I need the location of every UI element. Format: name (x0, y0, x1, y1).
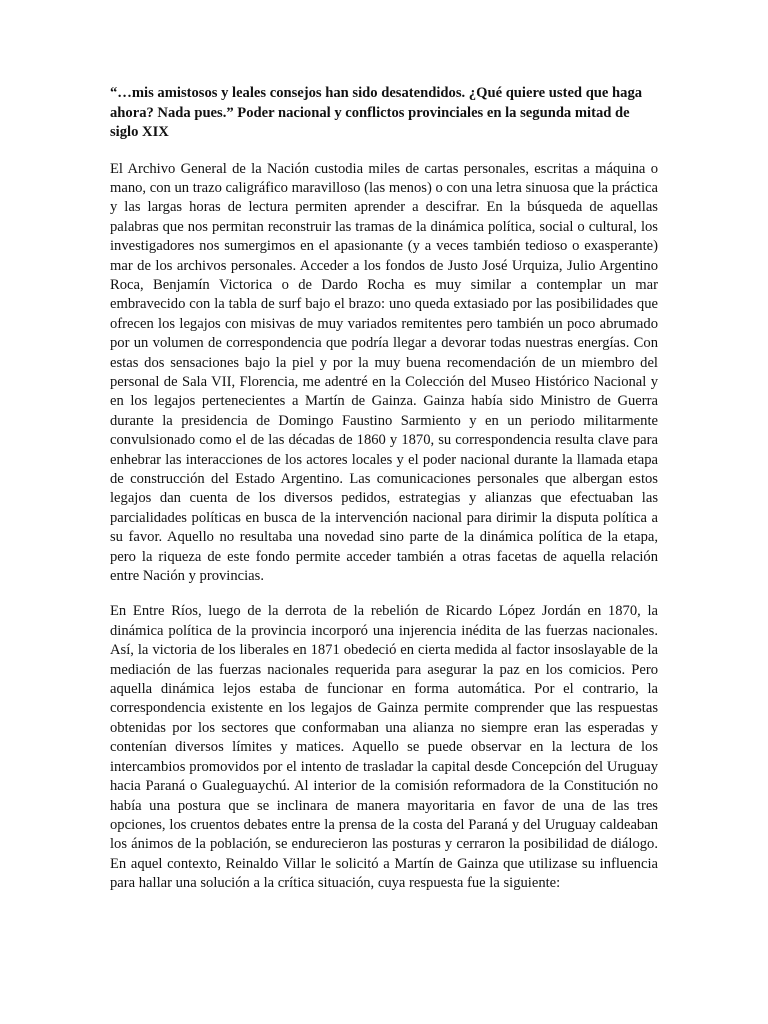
document-title: “…mis amistosos y leales consejos han sido desatendidos. ¿Qué quiere usted que haga ahora? Nada pues.” Poder nacional y conflictos provinciales en la segunda mitad de siglo XIX (110, 85, 643, 140)
body-paragraph-1: El Archivo General de la Nación custodia miles de cartas personales, escritas a máquina o mano, con un trazo caligráfico maravilloso (las menos) o con una letra sinuosa que la práctica y las largas horas de lectura permiten aprender a descifrar. En la búsqueda de aquellas palabras que nos permitan reconstruir las tramas de la dinámica política, social o cultural, los investigadores nos sumergimos en el apasionante (y a veces también tedioso o exasperante) mar de los archivos personales. Acceder a los fondos de Justo José Urquiza, Julio Argentino Roca, Benjamín Victorica o de Dardo Rocha es muy similar a contemplar un mar embravecido con la tabla de surf bajo el brazo: uno queda extasiado por las posibilidades que ofrecen los legajos con misivas de muy variados remitentes pero también un poco abrumado por un volumen de correspondencia que podría llegar a devorar todas nuestras energías. Con estas dos sensaciones bajo la piel y por la muy buena recomendación de un miembro del personal de Sala VII, Florencia, me adentré en la Colección del Museo Histórico Nacional y en los legajos pertenecientes a Martín de Gainza. Gainza había sido Ministro de Guerra durante la presidencia de Domingo Faustino Sarmiento y en un periodo militarmente convulsionado como el de las décadas de 1860 y 1870, su correspondencia resulta clave para enhebrar las interacciones de los actores locales y el poder nacional durante la llamada etapa de construcción del Estado Argentino. Las comunicaciones personales que albergan estos legajos dan cuenta de los diversos pedidos, estrategias y alianzas que efectuaban las parcialidades políticas en busca de la intervención nacional para dirimir la disputa política a su favor. Aquello no resultaba una novedad sino parte de la dinámica política de la etapa, pero la riqueza de este fondo permite acceder también a otras facetas de aquella relación entre Nación y provincias. (110, 160, 658, 585)
body-paragraph-2: En Entre Ríos, luego de la derrota de la rebelión de Ricardo López Jordán en 1870, la dinámica política de la provincia incorporó una injerencia inédita de las fuerzas nacionales. Así, la victoria de los liberales en 1871 obedeció en cierta medida al factor insoslayable de la mediación de las fuerzas nacionales requerida para asegurar la paz en los comicios. Pero aquella dinámica lejos estaba de funcionar en forma automática. Por el contrario, la correspondencia existente en los legajos de Gainza permite comprender que las respuestas obtenidas por los sectores que conformaban una alianza no siempre eran las esperadas y contenían diversos límites y matices. Aquello se puede observar en la lectura de los intercambios promovidos por el intento de trasladar la capital desde Concepción del Uruguay hacia Paraná o Gualeguaychú. Al interior de la comisión reformadora de la Constitución no había una postura que se inclinara de manera mayoritaria en favor de una de las tres opciones, los cruentos debates entre la prensa de la costa del Paraná y del Uruguay caldeaban los ánimos de la población, se endurecieron las posturas y cerraron la posibilidad de diálogo. En aquel contexto, Reinaldo Villar le solicitó a Martín de Gainza que utilizase su influencia para hallar una solución a la crítica situación, cuya respuesta fue la siguiente: (110, 603, 658, 892)
document-page (110, 84, 658, 910)
